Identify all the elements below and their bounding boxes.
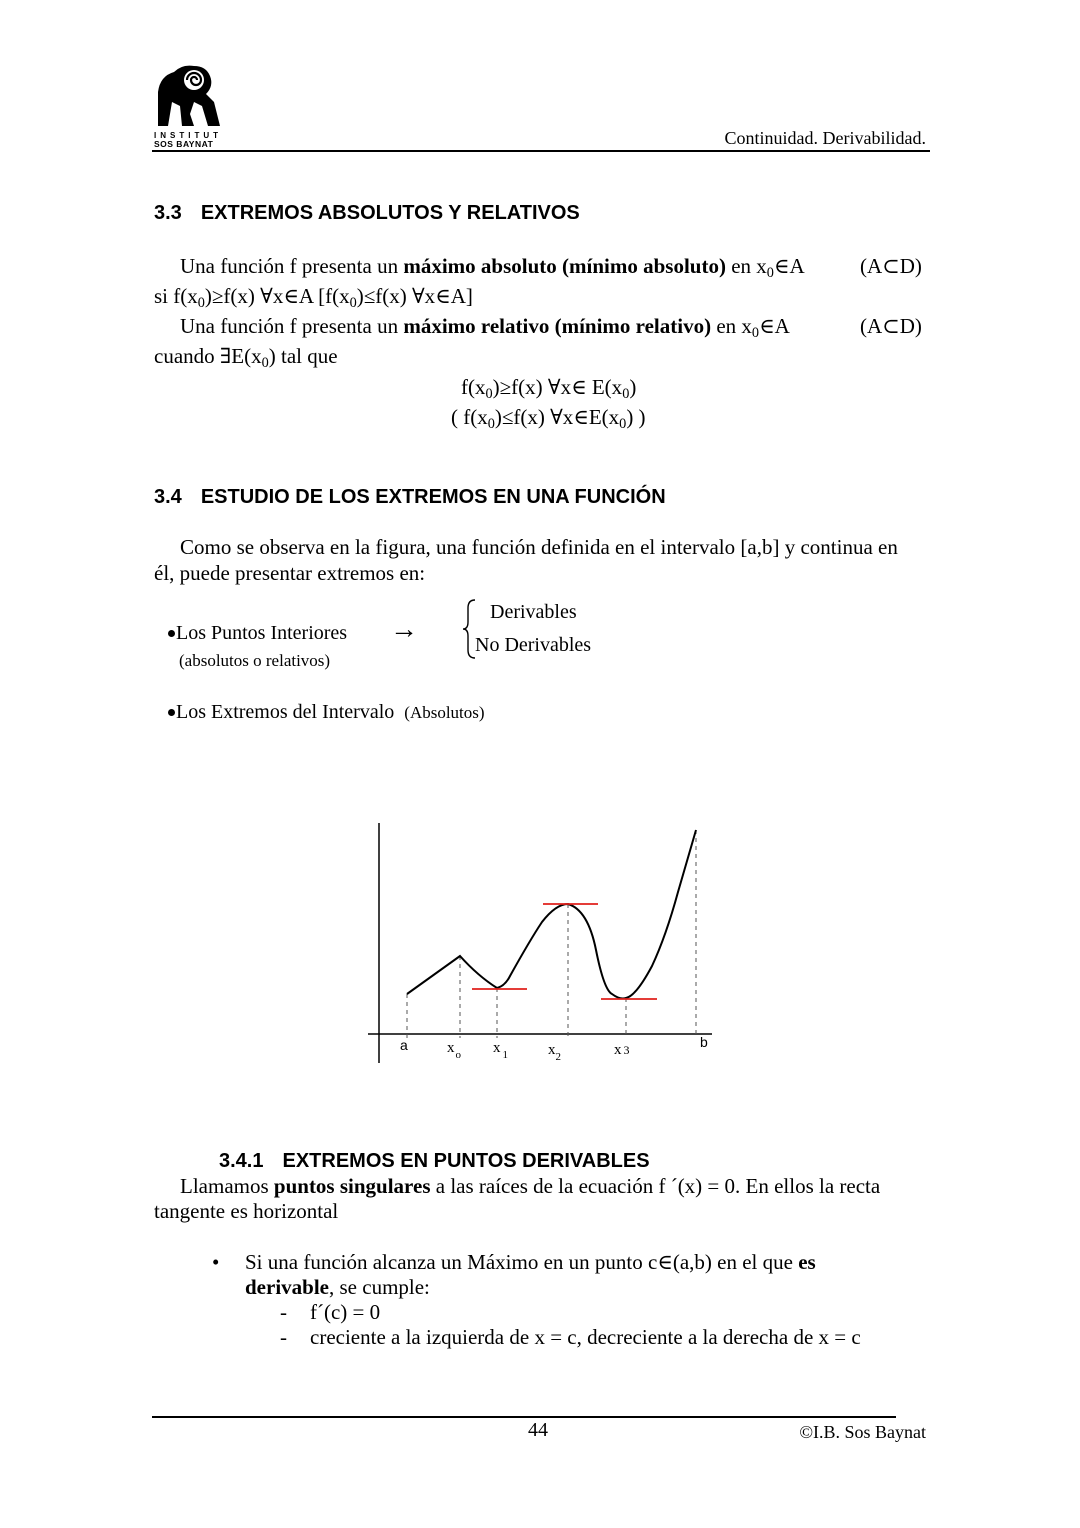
- section-number: 3.4.1: [219, 1150, 264, 1172]
- interior-points-label: Los Puntos Interiores: [176, 622, 348, 644]
- singular-points-line-2: tangente es horizontal: [154, 1199, 339, 1223]
- section-title: EXTREMOS EN PUNTOS DERIVABLES: [282, 1150, 650, 1172]
- section-title: ESTUDIO DE LOS EXTREMOS EN UNA FUNCIÓN: [200, 486, 666, 508]
- logo-text-institut: INSTITUT: [154, 131, 222, 140]
- no-derivables-item: No Derivables: [475, 634, 592, 656]
- section-title: EXTREMOS ABSOLUTOS Y RELATIVOS: [200, 202, 580, 224]
- maximum-condition-line-2: derivable, se cumple:: [245, 1275, 430, 1299]
- singular-points-paragraph: Llamamos puntos singulares a las raíces de la ecuación f ´(x) = 0. En ellos la recta: [180, 1174, 881, 1198]
- paragraph-absolute-condition: si $f(x_0)\ge f(x)$ ∀x∈A [$f(x_0)\le f(x)$ ∀x∈A]: [154, 284, 473, 311]
- condition-derivative-zero: f´(c) = 0: [310, 1300, 381, 1324]
- intro-line-1: Como se observa en la figura, una función definida en el intervalo [a,b] y continua en: [180, 535, 898, 559]
- arrow-icon: →: [390, 614, 418, 645]
- paragraph-relative-extremum: Una función f presenta un máximo relativo (mínimo relativo) en $x_0\in A$: [180, 314, 790, 341]
- formula-min-relative: ( $f(x_0)\le f(x)$ $\forall x\in E(x_0)$ ): [451, 405, 646, 432]
- label-x3: x 3: [614, 1042, 630, 1058]
- paragraph-absolute-extremum: Una función f presenta un máximo absoluto (mínimo absoluto) en $x_0\in A$: [180, 254, 805, 281]
- domain-note-1: (A⊂D): [860, 254, 922, 278]
- institut-logo: [154, 62, 226, 149]
- label-x1: x $_1$: [493, 1040, 508, 1061]
- term-singular-points: puntos singulares: [273, 1174, 431, 1198]
- header-rule: [152, 150, 930, 152]
- interval-endpoints-label: Los Extremos del Intervalo (Absolutos): [176, 701, 485, 723]
- bullet-dot: [168, 630, 175, 637]
- condition-monotonicity: creciente a la izquierda de x = c, decreciente a la derecha de x = c: [310, 1325, 861, 1349]
- running-title: Continuidad. Derivabilidad.: [724, 128, 926, 148]
- term-absolute-extremum: máximo absoluto (mínimo absoluto): [403, 254, 726, 278]
- formula-max-relative: $f(x_0)\ge f(x)$ ∀x∈ $E(x_0)$: [461, 375, 637, 402]
- interval-endpoints-note: (Absolutos): [404, 703, 485, 722]
- section-number: 3.4: [154, 486, 182, 508]
- domain-note-2: (A⊂D): [860, 314, 922, 338]
- logo-text-sos-baynat: SOS BAYNAT: [154, 139, 214, 149]
- section-heading-3-4-1: [219, 1150, 650, 1173]
- term-relative-extremum: máximo relativo (mínimo relativo): [403, 314, 712, 338]
- intro-line-2: él, puede presentar extremos en:: [154, 561, 426, 585]
- function-curve: [407, 830, 696, 999]
- dash-marker: -: [280, 1325, 287, 1349]
- institut-logo-icon: [154, 62, 226, 126]
- section-heading-3-3: [154, 202, 580, 225]
- paragraph-relative-condition: cuando $\exists E(x_0)$ tal que: [154, 344, 338, 371]
- footer-rule: [152, 1416, 896, 1418]
- extrema-figure: [360, 810, 720, 1080]
- label-b: b: [700, 1034, 708, 1050]
- dash-marker: -: [280, 1300, 287, 1324]
- label-x0: $x_o$: [447, 1040, 461, 1061]
- label-x2: $x_2$: [548, 1042, 561, 1063]
- interior-points-note: (absolutos o relativos): [179, 651, 331, 670]
- bullet-dot: [168, 709, 175, 716]
- section-number: 3.3: [154, 202, 182, 224]
- copyright: ©I.B. Sos Baynat: [799, 1422, 926, 1442]
- page-number: 44: [528, 1419, 548, 1441]
- section-heading-3-4: [154, 486, 666, 509]
- derivables-item: Derivables: [490, 601, 577, 623]
- label-a: a: [400, 1037, 408, 1053]
- bullet-marker: •: [212, 1250, 220, 1274]
- maximum-condition-line-1: Si una función alcanza un Máximo en un punto c∈(a,b) en el que es: [245, 1250, 816, 1274]
